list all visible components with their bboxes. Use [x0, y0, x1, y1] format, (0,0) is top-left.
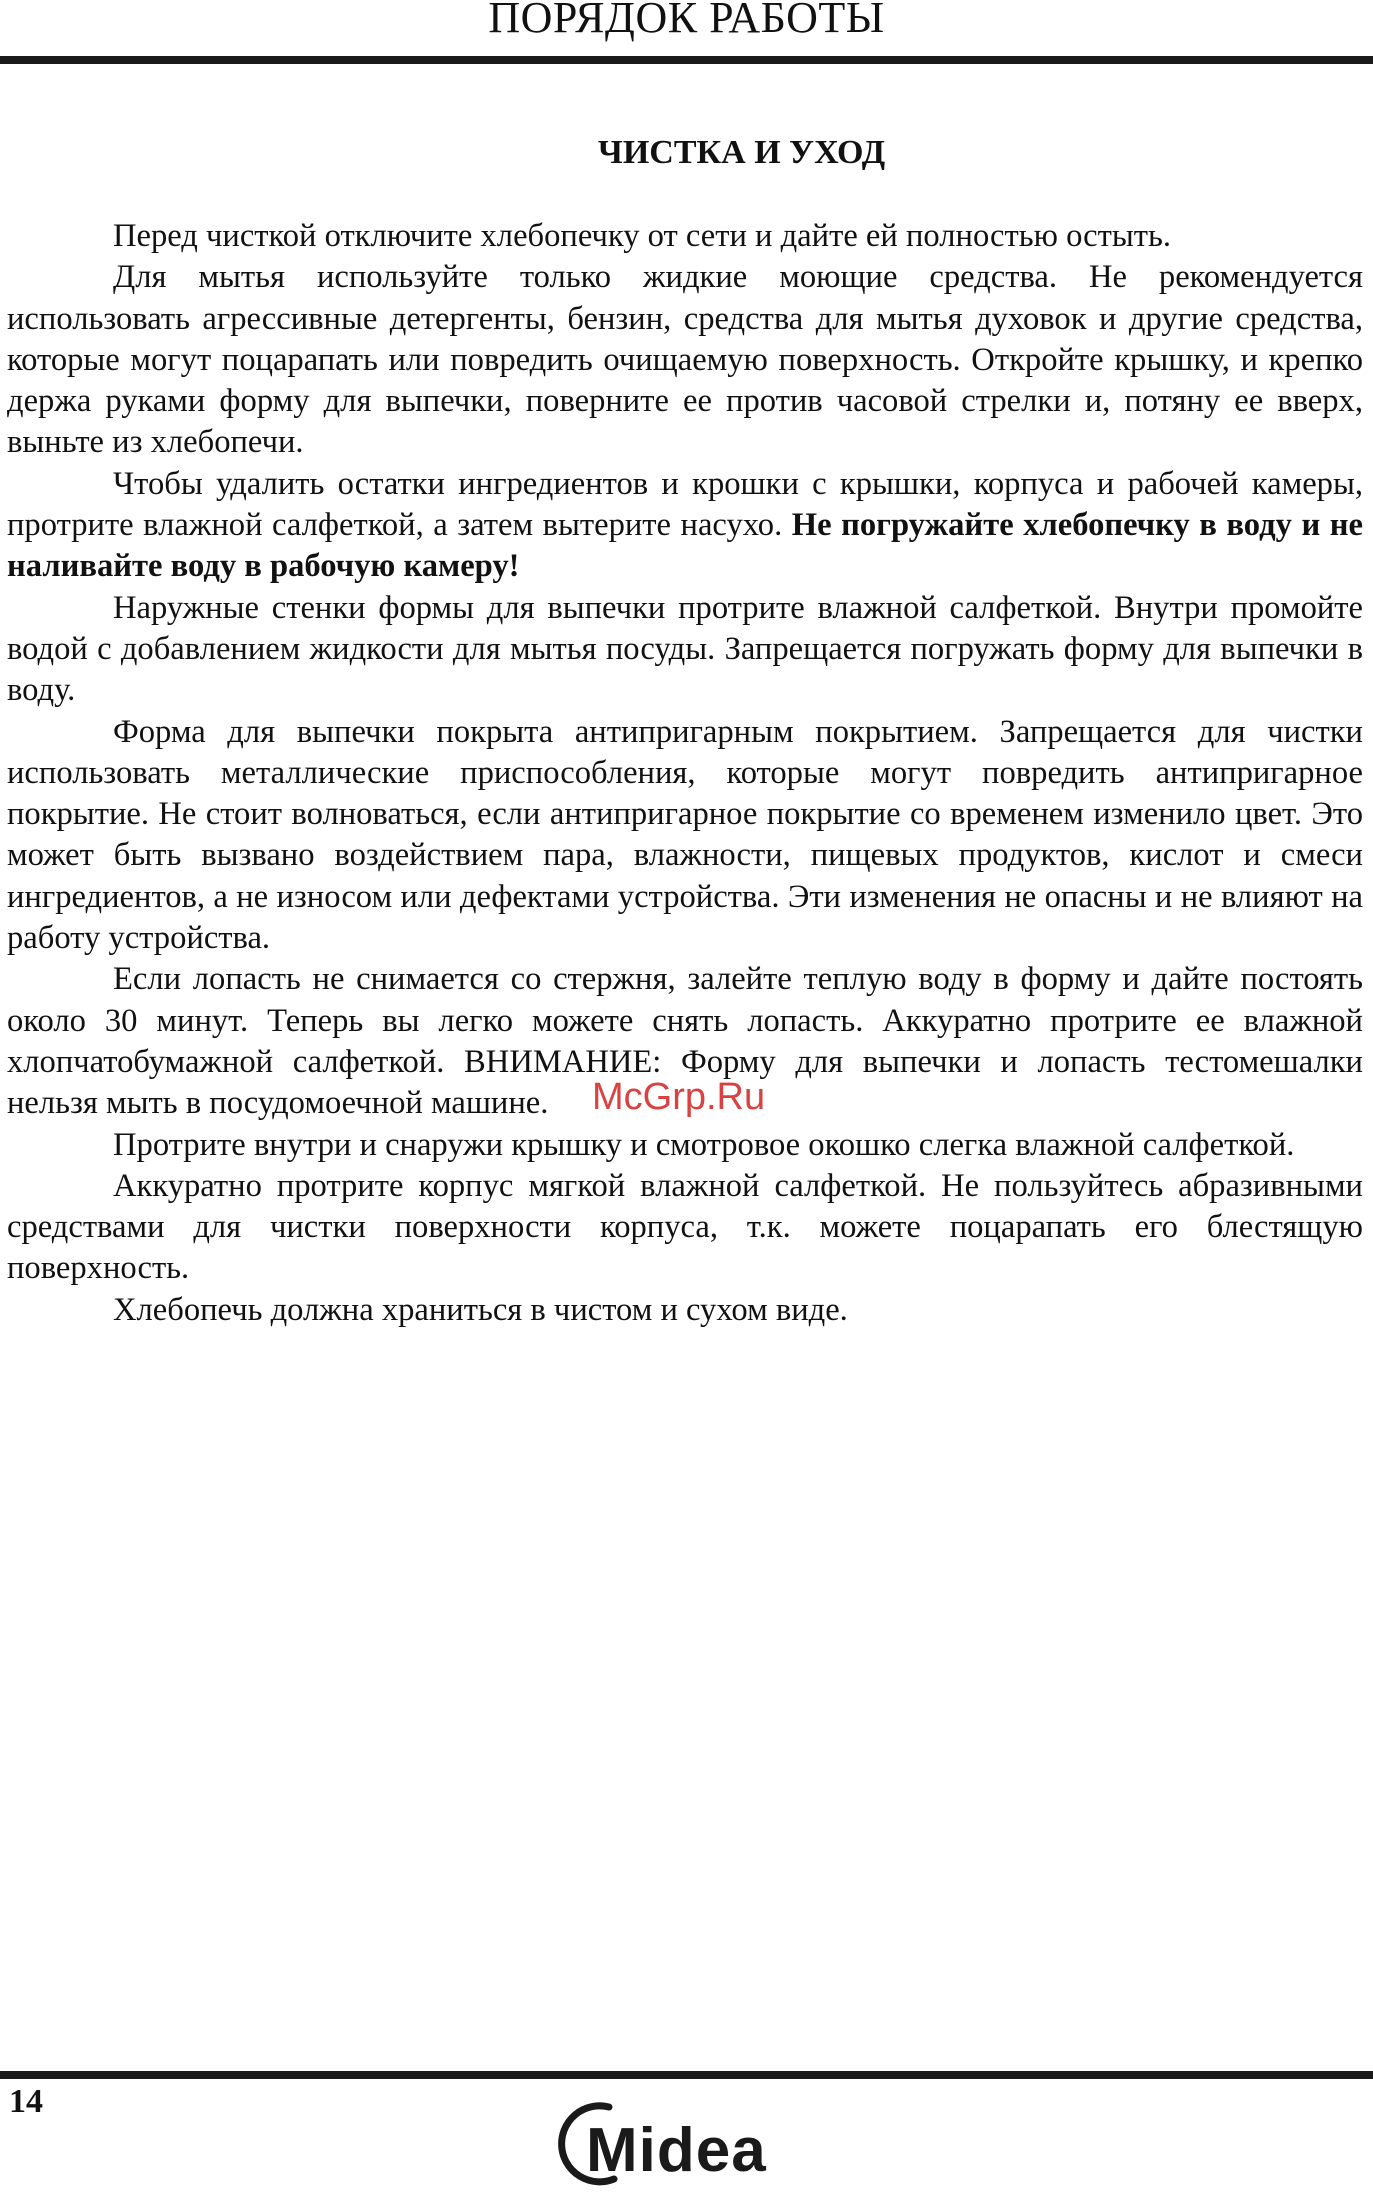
paragraph-housing: Аккуратно протрите корпус мягкой влажной салфеткой. Не пользуйтесь абразивными средствами для чистки поверхности корпуса, т.к. можете поцарапать его блестящую поверхность. [7, 1167, 1363, 1287]
paragraph-paddle: Если лопасть не снимается со стержня, залейте теплую воду в форму и дайте постоять около 30 минут. Теперь вы легко можете снять лопасть. Аккуратно протрите ее влажной хлопчатобумажной салфеткой. ВНИМАНИЕ: Форму для выпечки и лопасть тестомешалки нельзя мыть в посудомоечной машине. [7, 961, 1363, 1122]
section-title: ЧИСТКА И УХОД [597, 134, 886, 171]
page-number: 14 [9, 2083, 43, 2120]
header-divider [0, 56, 1373, 64]
paragraph-crumbs-text: Чтобы удалить остатки ингредиентов и крошки с крышки, корпуса и рабочей камеры, протрите влажной салфеткой, а затем вытерите насухо. [7, 465, 1363, 544]
page-header-title: ПОРЯДОК РАБОТЫ [488, 0, 885, 42]
paragraph-pan-outside: Наружные стенки формы для выпечки протрите влажной салфеткой. Внутри промойте водой с добавлением жидкости для мытья посуды. Запрещается погружать форму для выпечки в воду. [7, 589, 1363, 709]
paragraph-storage: Хлебопечь должна храниться в чистом и сухом виде. [113, 1291, 848, 1328]
midea-logo [556, 2093, 816, 2193]
paragraph-detergents: Для мытья используйте только жидкие моющие средства. Не рекомендуется использовать агрессивные детергенты, бензин, средства для мытья духовок и другие средства, которые могут поцарапать или повредить очищаемую поверхность. Откройте крышку, и крепко держа руками форму для выпечки, поверните ее против часовой стрелки и, потяну ее вверх, выньте из хлебопечи. [7, 259, 1363, 461]
body-text [7, 216, 1363, 1331]
midea-logo-wordmark: Midea [586, 2116, 767, 2185]
paragraph-crumbs [7, 464, 1363, 588]
watermark: McGrp.Ru [592, 1076, 766, 1118]
paragraph-lid-window: Протрите внутри и снаружи крышку и смотровое окошко слегка влажной салфеткой. [113, 1126, 1295, 1163]
paragraph-unplug: Перед чисткой отключите хлебопечку от сети и дайте ей полностью остыть. [113, 218, 1172, 254]
paragraph-nonstick: Форма для выпечки покрыта антипригарным покрытием. Запрещается для чистки использовать металлические приспособления, которые могут повредить антипригарное покрытие. Не стоит волноваться, если антипригарное покрытие со временем изменило цвет. Это может быть вызвано воздействием пара, влажности, пищевых продуктов, кислот и смеси ингредиентов, а не износом или дефектами устройства. Эти изменения не опасны и не влияют на работу устройства. [7, 713, 1363, 957]
footer-divider [0, 2071, 1373, 2079]
warning-text: Не погружайте хлебопечку в воду и не наливайте воду в рабочую камеру! [7, 507, 1363, 585]
